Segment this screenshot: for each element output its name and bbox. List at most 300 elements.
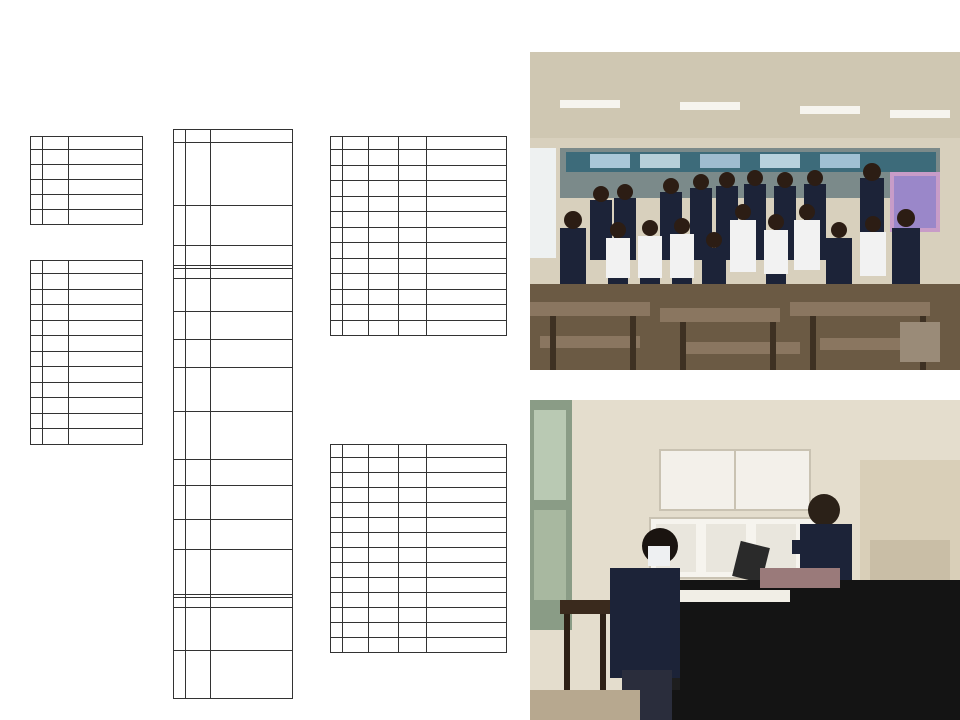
table-cell (369, 227, 399, 243)
female-solo-table (30, 260, 143, 445)
table-cell (343, 563, 369, 578)
table-cell (69, 165, 143, 180)
table-cell (399, 196, 427, 212)
table-row (331, 503, 507, 518)
table-cell (186, 143, 211, 206)
table-row (331, 458, 507, 473)
table-cell (427, 258, 507, 274)
table-cell (69, 382, 143, 398)
column-header (43, 261, 69, 274)
table-cell (331, 473, 343, 488)
table-cell (343, 593, 369, 608)
table-cell (331, 258, 343, 274)
table-cell (369, 488, 399, 503)
table-cell (31, 210, 43, 225)
table-cell (331, 181, 343, 197)
table-cell (211, 486, 293, 520)
table-cell (186, 279, 211, 312)
table-cell (31, 398, 43, 414)
column-header (186, 595, 211, 608)
column-header (369, 445, 399, 458)
table-cell (211, 651, 293, 699)
table-cell (331, 274, 343, 290)
table-cell (369, 165, 399, 181)
table-cell (343, 488, 369, 503)
table-row (174, 143, 293, 206)
table-cell (427, 320, 507, 336)
table-cell (31, 180, 43, 195)
table-cell (369, 243, 399, 259)
table-cell (427, 274, 507, 290)
table-cell (343, 548, 369, 563)
table-cell (343, 458, 369, 473)
male-ensemble-table (173, 129, 293, 269)
table-cell (399, 458, 427, 473)
table-cell (369, 473, 399, 488)
table-cell (427, 473, 507, 488)
table-cell (211, 143, 293, 206)
table-row (331, 518, 507, 533)
table-row (331, 289, 507, 305)
table-cell (427, 638, 507, 653)
table-row (331, 488, 507, 503)
table-row (331, 165, 507, 181)
table-cell (69, 210, 143, 225)
table-cell (343, 212, 369, 228)
table-cell (69, 180, 143, 195)
table-cell (427, 548, 507, 563)
table-cell (331, 593, 343, 608)
table-cell (211, 206, 293, 246)
table-cell (427, 503, 507, 518)
table-cell (399, 563, 427, 578)
table-cell (211, 550, 293, 598)
table-row (174, 368, 293, 412)
table-cell (369, 305, 399, 321)
table-cell (343, 578, 369, 593)
table-cell (399, 227, 427, 243)
table-cell (211, 520, 293, 550)
table-cell (427, 518, 507, 533)
table-cell (186, 550, 211, 598)
table-cell (331, 320, 343, 336)
table-cell (343, 165, 369, 181)
table-cell (369, 289, 399, 305)
table-cell (31, 305, 43, 321)
table-cell (343, 638, 369, 653)
table-cell (211, 412, 293, 460)
table-cell (343, 181, 369, 197)
table-cell (399, 488, 427, 503)
table-row (331, 274, 507, 290)
table-cell (186, 608, 211, 651)
column-header (186, 130, 211, 143)
column-header (31, 261, 43, 274)
table-cell (343, 608, 369, 623)
column-header (211, 595, 293, 608)
table-cell (369, 533, 399, 548)
table-cell (343, 196, 369, 212)
table-cell (211, 368, 293, 412)
table-cell (427, 608, 507, 623)
column-header (331, 445, 343, 458)
table-cell (399, 274, 427, 290)
table-cell (427, 623, 507, 638)
table-cell (69, 195, 143, 210)
table-header-row (174, 266, 293, 279)
table-cell (31, 195, 43, 210)
table-header-row (174, 595, 293, 608)
table-cell (43, 429, 69, 445)
table-cell (43, 180, 69, 195)
table-cell (43, 195, 69, 210)
column-header (31, 137, 43, 150)
table-cell (369, 181, 399, 197)
table-row (331, 227, 507, 243)
table-row (31, 429, 143, 445)
table-cell (43, 320, 69, 336)
table-header-row (331, 445, 507, 458)
table-cell (31, 150, 43, 165)
table-cell (369, 563, 399, 578)
table-row (174, 340, 293, 368)
table-cell (369, 578, 399, 593)
table-row (31, 305, 143, 321)
table-cell (399, 165, 427, 181)
table-cell (427, 243, 507, 259)
table-cell (331, 608, 343, 623)
table-cell (43, 382, 69, 398)
table-cell (369, 320, 399, 336)
table-row (331, 578, 507, 593)
table-cell (343, 227, 369, 243)
column-header (174, 266, 186, 279)
table-cell (31, 336, 43, 352)
table-cell (399, 578, 427, 593)
table-row (31, 274, 143, 290)
table-row (174, 412, 293, 460)
table-cell (69, 429, 143, 445)
table-row (174, 520, 293, 550)
table-row (331, 181, 507, 197)
column-header (399, 137, 427, 150)
table-cell (369, 518, 399, 533)
table-cell (43, 289, 69, 305)
table-cell (331, 623, 343, 638)
table-cell (399, 593, 427, 608)
table-row (331, 623, 507, 638)
table-cell (174, 608, 186, 651)
table-header-row (31, 261, 143, 274)
piano-photo (530, 400, 960, 720)
table-cell (331, 548, 343, 563)
table-row (31, 320, 143, 336)
table-cell (174, 368, 186, 412)
table-row (174, 608, 293, 651)
table-cell (331, 196, 343, 212)
table-cell (31, 367, 43, 383)
table-cell (427, 165, 507, 181)
table-cell (69, 413, 143, 429)
column-header (174, 595, 186, 608)
table-row (31, 382, 143, 398)
table-cell (69, 320, 143, 336)
table-cell (31, 289, 43, 305)
table-cell (186, 368, 211, 412)
table-cell (331, 165, 343, 181)
table-cell (186, 486, 211, 520)
table-cell (399, 305, 427, 321)
table-cell (174, 340, 186, 368)
column-header (186, 266, 211, 279)
table-row (31, 195, 143, 210)
table-cell (427, 227, 507, 243)
table-cell (43, 367, 69, 383)
column-header (427, 445, 507, 458)
table-row (31, 210, 143, 225)
choir-photo (530, 52, 960, 370)
table-cell (399, 289, 427, 305)
table-cell (186, 651, 211, 699)
male-solo-table (30, 136, 143, 225)
table-cell (427, 593, 507, 608)
table-cell (369, 212, 399, 228)
table-row (31, 351, 143, 367)
table-row (31, 413, 143, 429)
table-row (331, 320, 507, 336)
table-cell (43, 305, 69, 321)
table-cell (331, 518, 343, 533)
table-cell (31, 320, 43, 336)
table-row (31, 180, 143, 195)
column-header (331, 137, 343, 150)
table-cell (369, 274, 399, 290)
table-cell (69, 398, 143, 414)
table-row (31, 165, 143, 180)
table-cell (427, 578, 507, 593)
table-row (31, 398, 143, 414)
table-row (174, 486, 293, 520)
table-cell (331, 563, 343, 578)
table-cell (31, 413, 43, 429)
table-cell (69, 150, 143, 165)
table-cell (343, 305, 369, 321)
table-cell (399, 608, 427, 623)
table-cell (331, 289, 343, 305)
table-cell (43, 336, 69, 352)
table-cell (343, 150, 369, 166)
table-cell (43, 351, 69, 367)
column-header (211, 130, 293, 143)
table-header-row (31, 137, 143, 150)
table-row (31, 289, 143, 305)
column-header (343, 445, 369, 458)
table-cell (399, 150, 427, 166)
table-row (174, 279, 293, 312)
table-cell (31, 351, 43, 367)
table-cell (174, 206, 186, 246)
table-cell (174, 460, 186, 486)
table-cell (69, 305, 143, 321)
table-cell (331, 227, 343, 243)
table-cell (369, 196, 399, 212)
table-cell (399, 548, 427, 563)
table-cell (31, 274, 43, 290)
table-cell (331, 488, 343, 503)
table-cell (369, 150, 399, 166)
table-cell (343, 320, 369, 336)
table-cell (427, 181, 507, 197)
table-cell (427, 488, 507, 503)
table-cell (343, 258, 369, 274)
table-cell (331, 638, 343, 653)
column-header (427, 137, 507, 150)
table-row (331, 608, 507, 623)
table-cell (174, 312, 186, 340)
table-cell (331, 533, 343, 548)
table-cell (211, 608, 293, 651)
table-cell (174, 486, 186, 520)
table-row (331, 533, 507, 548)
table-row (331, 473, 507, 488)
first-half-table (330, 136, 507, 336)
table-cell (186, 312, 211, 340)
table-cell (427, 196, 507, 212)
table-cell (31, 429, 43, 445)
table-cell (174, 412, 186, 460)
table-cell (427, 305, 507, 321)
table-cell (69, 351, 143, 367)
table-cell (174, 279, 186, 312)
column-header (399, 445, 427, 458)
column-header (69, 261, 143, 274)
table-cell (369, 503, 399, 518)
table-row (31, 367, 143, 383)
column-header (43, 137, 69, 150)
table-cell (69, 336, 143, 352)
table-cell (174, 520, 186, 550)
table-cell (369, 593, 399, 608)
table-cell (31, 382, 43, 398)
table-cell (369, 458, 399, 473)
table-cell (331, 458, 343, 473)
table-cell (31, 165, 43, 180)
table-row (331, 548, 507, 563)
table-row (331, 305, 507, 321)
table-row (331, 212, 507, 228)
table-cell (399, 503, 427, 518)
table-cell (331, 578, 343, 593)
table-cell (43, 150, 69, 165)
table-cell (427, 212, 507, 228)
table-cell (369, 608, 399, 623)
column-header (174, 130, 186, 143)
table-cell (369, 548, 399, 563)
table-row (331, 638, 507, 653)
table-cell (186, 520, 211, 550)
table-row (174, 651, 293, 699)
table-header-row (174, 130, 293, 143)
column-header (69, 137, 143, 150)
table-row (174, 460, 293, 486)
table-cell (211, 312, 293, 340)
program-header (60, 26, 320, 28)
table-cell (174, 143, 186, 206)
table-row (31, 336, 143, 352)
mixed-ensemble-table (173, 594, 293, 699)
table-row (31, 150, 143, 165)
female-ensemble-table (173, 265, 293, 598)
table-cell (399, 638, 427, 653)
table-cell (343, 503, 369, 518)
table-cell (369, 258, 399, 274)
table-cell (369, 638, 399, 653)
table-cell (427, 289, 507, 305)
table-cell (399, 533, 427, 548)
table-row (174, 206, 293, 246)
table-cell (399, 518, 427, 533)
table-cell (186, 206, 211, 246)
table-cell (427, 533, 507, 548)
table-cell (186, 460, 211, 486)
table-cell (43, 274, 69, 290)
table-row (331, 258, 507, 274)
table-row (331, 243, 507, 259)
table-cell (427, 563, 507, 578)
table-cell (43, 398, 69, 414)
second-half-table (330, 444, 507, 653)
table-row (331, 563, 507, 578)
table-cell (211, 340, 293, 368)
table-cell (343, 518, 369, 533)
table-cell (399, 243, 427, 259)
table-row (331, 150, 507, 166)
table-cell (343, 243, 369, 259)
table-cell (331, 305, 343, 321)
table-cell (369, 623, 399, 638)
table-cell (43, 413, 69, 429)
table-cell (186, 340, 211, 368)
table-cell (399, 212, 427, 228)
table-cell (343, 473, 369, 488)
table-cell (427, 150, 507, 166)
table-cell (427, 458, 507, 473)
table-cell (399, 258, 427, 274)
table-cell (343, 289, 369, 305)
table-cell (69, 367, 143, 383)
column-header (211, 266, 293, 279)
table-cell (43, 165, 69, 180)
table-cell (399, 623, 427, 638)
table-cell (399, 320, 427, 336)
table-row (174, 550, 293, 598)
table-cell (211, 460, 293, 486)
table-row (174, 312, 293, 340)
table-row (331, 593, 507, 608)
table-cell (343, 623, 369, 638)
table-cell (331, 150, 343, 166)
table-cell (343, 533, 369, 548)
table-row (331, 196, 507, 212)
table-cell (69, 274, 143, 290)
table-cell (186, 412, 211, 460)
column-header (369, 137, 399, 150)
table-cell (331, 212, 343, 228)
table-cell (343, 274, 369, 290)
table-cell (174, 550, 186, 598)
table-cell (211, 279, 293, 312)
column-header (343, 137, 369, 150)
